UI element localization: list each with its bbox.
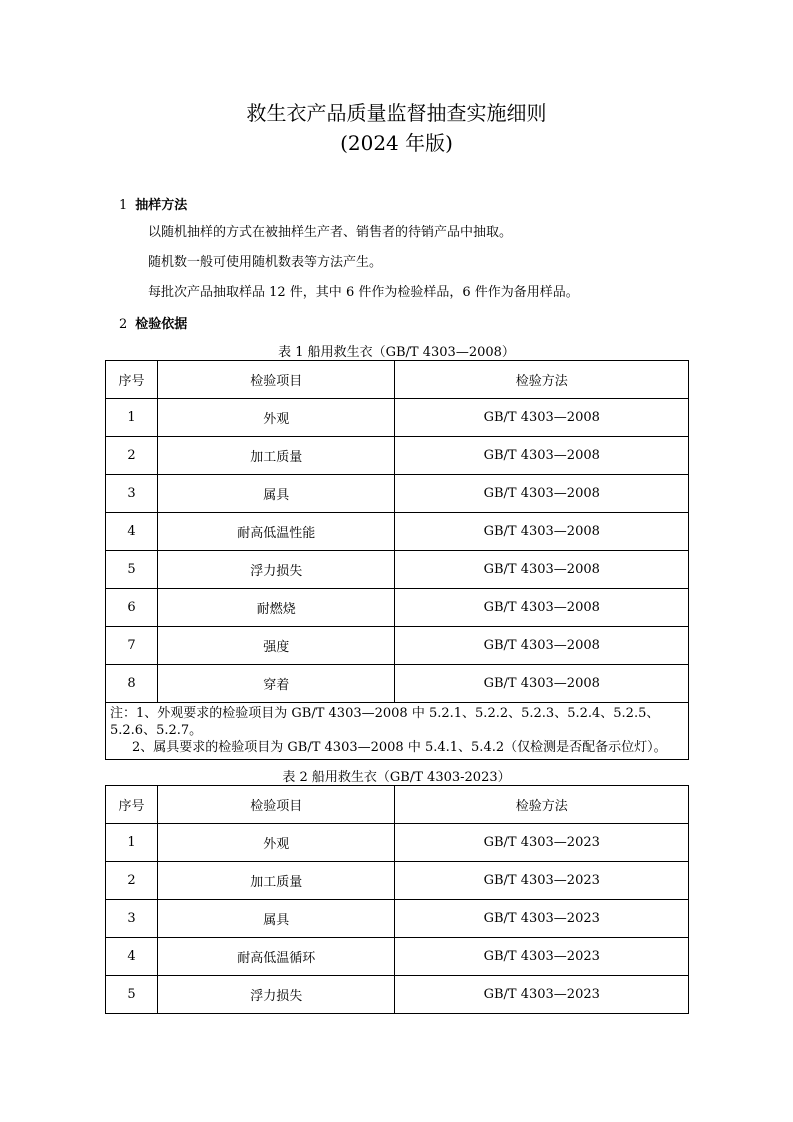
header-item: 检验项目 bbox=[157, 361, 395, 399]
section-title: 检验依据 bbox=[135, 317, 188, 332]
cell-item: 属具 bbox=[157, 900, 395, 938]
header-index: 序号 bbox=[106, 361, 158, 399]
cell-item: 耐高低温性能 bbox=[157, 513, 395, 551]
cell-item: 加工质量 bbox=[157, 437, 395, 475]
cell-index: 4 bbox=[106, 938, 158, 976]
cell-index: 1 bbox=[106, 399, 158, 437]
table-1 bbox=[105, 360, 689, 760]
table-1-caption: 表 1 船用救生衣（GB/T 4303—2008） bbox=[278, 345, 515, 360]
note-line-1: 注：1、外观要求的检验项目为 GB/T 4303—2008 中 5.2.1、5.2.2、5.2.3、5.2.4、5.2.5、5.2.6、5.2.7。 bbox=[110, 706, 660, 738]
cell-index: 7 bbox=[106, 627, 158, 665]
table-row bbox=[106, 824, 689, 862]
note-line-2: 2、属具要求的检验项目为 GB/T 4303—2008 中 5.4.1、5.4.2（仅检测是否配备示位灯）。 bbox=[132, 740, 667, 755]
section-2-heading bbox=[119, 313, 187, 332]
paragraph: 以随机抽样的方式在被抽样生产者、销售者的待销产品中抽取。 bbox=[148, 225, 513, 240]
cell-item: 耐燃烧 bbox=[157, 589, 395, 627]
table-2-caption: 表 2 船用救生衣（GB/T 4303-2023） bbox=[282, 770, 511, 785]
section-title: 抽样方法 bbox=[135, 198, 188, 213]
paragraph: 随机数一般可使用随机数表等方法产生。 bbox=[148, 255, 383, 270]
cell-method: GB/T 4303—2008 bbox=[395, 551, 689, 589]
table-row bbox=[106, 938, 689, 976]
section-1-heading bbox=[119, 194, 187, 213]
table-row bbox=[106, 551, 689, 589]
document-subtitle: (2024 年版) bbox=[340, 131, 453, 155]
cell-index: 3 bbox=[106, 900, 158, 938]
cell-method: GB/T 4303—2023 bbox=[395, 824, 689, 862]
cell-index: 3 bbox=[106, 475, 158, 513]
cell-method: GB/T 4303—2023 bbox=[395, 938, 689, 976]
cell-index: 1 bbox=[106, 824, 158, 862]
header-index: 序号 bbox=[106, 786, 158, 824]
cell-index: 2 bbox=[106, 862, 158, 900]
cell-index: 6 bbox=[106, 589, 158, 627]
cell-method: GB/T 4303—2008 bbox=[395, 665, 689, 703]
cell-method: GB/T 4303—2008 bbox=[395, 399, 689, 437]
cell-item: 加工质量 bbox=[157, 862, 395, 900]
table-header-row bbox=[106, 786, 689, 824]
table-row bbox=[106, 976, 689, 1014]
cell-item: 穿着 bbox=[157, 665, 395, 703]
document-title: 救生衣产品质量监督抽查实施细则 bbox=[246, 101, 547, 125]
table-row bbox=[106, 627, 689, 665]
cell-index: 2 bbox=[106, 437, 158, 475]
table-row bbox=[106, 589, 689, 627]
table-row bbox=[106, 437, 689, 475]
table-row bbox=[106, 475, 689, 513]
cell-method: GB/T 4303—2023 bbox=[395, 976, 689, 1014]
table-row bbox=[106, 399, 689, 437]
cell-item: 强度 bbox=[157, 627, 395, 665]
table-header-row bbox=[106, 361, 689, 399]
table-note-row bbox=[106, 703, 689, 760]
cell-method: GB/T 4303—2008 bbox=[395, 513, 689, 551]
table-row bbox=[106, 900, 689, 938]
cell-item: 外观 bbox=[157, 399, 395, 437]
section-number: 2 bbox=[119, 317, 128, 332]
table-row bbox=[106, 513, 689, 551]
cell-method: GB/T 4303—2008 bbox=[395, 627, 689, 665]
cell-index: 5 bbox=[106, 551, 158, 589]
cell-index: 5 bbox=[106, 976, 158, 1014]
table-row bbox=[106, 862, 689, 900]
header-method: 检验方法 bbox=[395, 786, 689, 824]
header-method: 检验方法 bbox=[395, 361, 689, 399]
cell-method: GB/T 4303—2008 bbox=[395, 589, 689, 627]
cell-item: 浮力损失 bbox=[157, 551, 395, 589]
table-row bbox=[106, 665, 689, 703]
cell-item: 外观 bbox=[157, 824, 395, 862]
header-item: 检验项目 bbox=[157, 786, 395, 824]
table-note bbox=[106, 703, 689, 760]
cell-item: 耐高低温循环 bbox=[157, 938, 395, 976]
section-number: 1 bbox=[119, 198, 128, 213]
cell-index: 8 bbox=[106, 665, 158, 703]
paragraph: 每批次产品抽取样品 12 件，其中 6 件作为检验样品，6 件作为备用样品。 bbox=[148, 285, 579, 300]
cell-item: 浮力损失 bbox=[157, 976, 395, 1014]
cell-method: GB/T 4303—2008 bbox=[395, 475, 689, 513]
cell-item: 属具 bbox=[157, 475, 395, 513]
table-2 bbox=[105, 785, 689, 1014]
cell-index: 4 bbox=[106, 513, 158, 551]
cell-method: GB/T 4303—2023 bbox=[395, 900, 689, 938]
cell-method: GB/T 4303—2008 bbox=[395, 437, 689, 475]
cell-method: GB/T 4303—2023 bbox=[395, 862, 689, 900]
